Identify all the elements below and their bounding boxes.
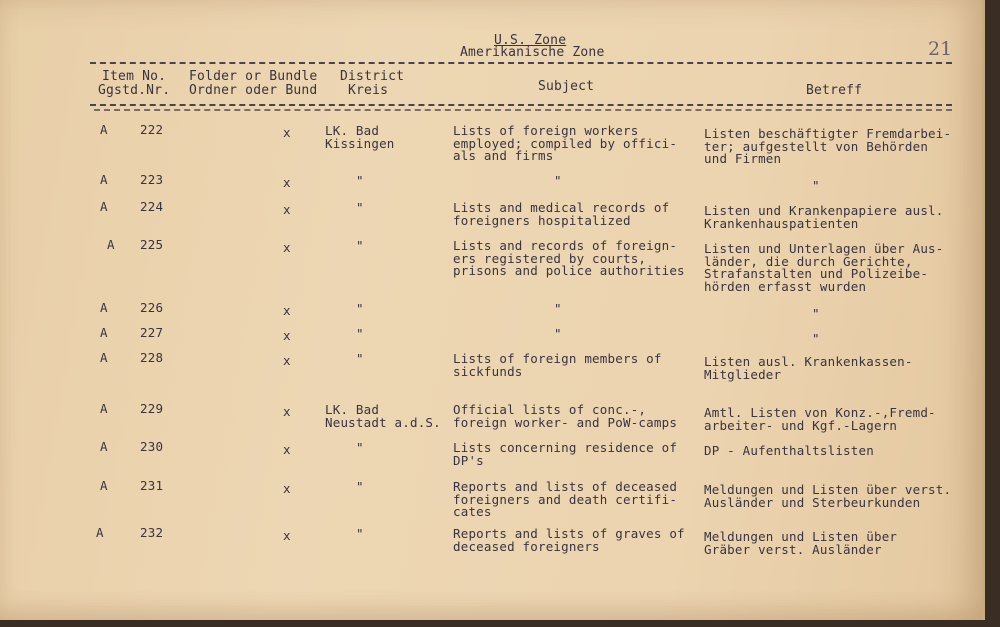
subject-text: Reports and lists of graves of deceased foreigners	[453, 526, 685, 554]
betreff-text: "	[812, 306, 820, 321]
subject-text: Lists and records of foreign- ers registered by courts, prisons and police authorities	[453, 238, 685, 278]
item-letter: A	[100, 401, 108, 416]
folder-mark: x	[283, 481, 291, 496]
folder-mark: x	[283, 202, 291, 217]
item-number: 229	[140, 401, 164, 416]
header-ordner: Ordner oder Bund	[189, 83, 318, 98]
item-letter: A	[100, 478, 108, 493]
item-number: 230	[140, 439, 164, 454]
item-letter: A	[100, 199, 108, 214]
header-rule-bottom	[90, 104, 952, 106]
item-number: 228	[140, 350, 164, 365]
item-letter: A	[100, 325, 108, 340]
item-letter: A	[100, 439, 108, 454]
zone-title: U.S. Zone	[494, 33, 567, 48]
item-letter: A	[100, 350, 108, 365]
subject-text: Lists of foreign workers employed; compiled by offici- als and firms	[453, 123, 678, 163]
subject-text: Reports and lists of deceased foreigners and death certifi- cates	[453, 479, 678, 519]
header-kreis: Kreis	[348, 83, 389, 98]
header-item-no: Item No.	[102, 69, 167, 84]
district-name: "	[356, 173, 364, 188]
folder-mark: x	[283, 442, 291, 457]
district-name: "	[356, 479, 364, 494]
subject-text: Official lists of conc.-, foreign worker- and PoW-camps	[453, 402, 678, 430]
district-name: "	[356, 326, 364, 341]
betreff-text: Listen und Unterlagen über Aus- länder, die durch Gerichte, Strafanstalten und Polizeibe- hörden erfasst wurden	[704, 241, 944, 294]
header-folder: Folder or Bundle	[189, 69, 318, 84]
folder-mark: x	[283, 125, 291, 140]
folder-mark: x	[283, 353, 291, 368]
item-number: 231	[140, 478, 164, 493]
district-name: "	[356, 301, 364, 316]
item-letter: A	[96, 525, 104, 540]
item-number: 222	[140, 122, 164, 137]
header-district: District	[340, 69, 405, 84]
item-number: 223	[140, 172, 164, 187]
item-number: 232	[140, 525, 164, 540]
betreff-text: Meldungen und Listen über verst. Ausländer und Sterbeurkunden	[704, 482, 952, 510]
item-number: 225	[140, 237, 164, 252]
item-letter: A	[100, 300, 108, 315]
item-letter: A	[100, 172, 108, 187]
district-name: "	[356, 440, 364, 455]
district-name: LK. Bad Neustadt a.d.S.	[325, 402, 441, 430]
district-name: "	[356, 238, 364, 253]
folder-mark: x	[283, 303, 291, 318]
betreff-text: Meldungen und Listen über Gräber verst. Ausländer	[704, 529, 898, 557]
betreff-text: "	[812, 331, 820, 346]
item-number: 224	[140, 199, 164, 214]
district-name: LK. Bad Kissingen	[325, 123, 395, 151]
district-name: "	[356, 200, 364, 215]
betreff-text: Listen ausl. Krankenkassen- Mitglieder	[704, 354, 913, 382]
folder-mark: x	[283, 404, 291, 419]
subject-text: Lists of foreign members of sickfunds	[453, 351, 662, 379]
subject-text: Lists concerning residence of DP's	[453, 440, 678, 468]
folder-mark: x	[283, 328, 291, 343]
header-ggstd-nr: Ggstd.Nr.	[98, 83, 171, 98]
item-number: 227	[140, 325, 164, 340]
folder-mark: x	[283, 240, 291, 255]
folder-mark: x	[283, 175, 291, 190]
betreff-text: Listen und Krankenpapiere ausl. Krankenhauspatienten	[704, 203, 944, 231]
zone-subtitle: Amerikanische Zone	[460, 45, 605, 60]
header-rule-bottom-2	[94, 109, 952, 111]
betreff-text: Amtl. Listen von Konz.-,Fremd- arbeiter- und Kgf.-Lagern	[704, 405, 936, 433]
subject-text: "	[554, 173, 562, 188]
subject-text: "	[554, 326, 562, 341]
subject-text: "	[554, 301, 562, 316]
header-subject: Subject	[538, 79, 595, 94]
district-name: "	[356, 526, 364, 541]
item-letter: A	[100, 122, 108, 137]
betreff-text: DP - Aufenthaltslisten	[704, 443, 874, 458]
header-rule-top	[90, 62, 952, 64]
header-betreff: Betreff	[806, 83, 863, 98]
district-name: "	[356, 351, 364, 366]
item-number: 226	[140, 300, 164, 315]
subject-text: Lists and medical records of foreigners hospitalized	[453, 200, 670, 228]
page-number: 21	[928, 38, 953, 60]
folder-mark: x	[283, 528, 291, 543]
betreff-text: Listen beschäftigter Fremdarbei- ter; aufgestellt von Behörden und Firmen	[704, 126, 952, 166]
item-letter: A	[107, 237, 115, 252]
betreff-text: "	[812, 178, 820, 193]
